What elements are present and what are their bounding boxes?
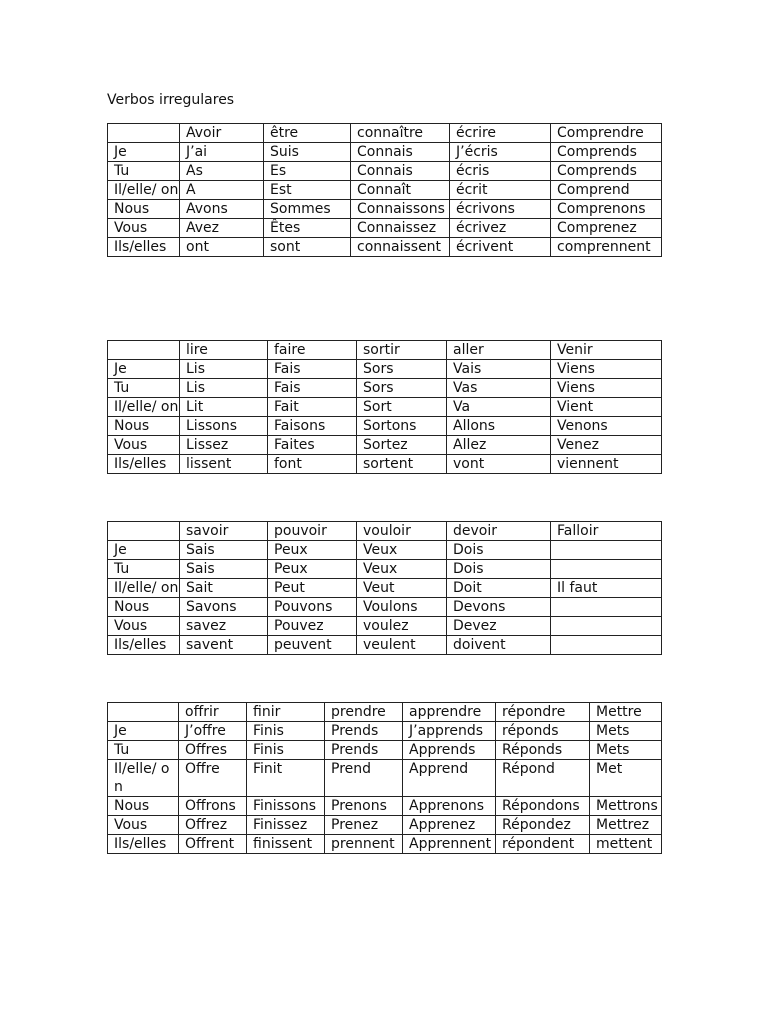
conjugation-cell: écrivons — [450, 200, 551, 219]
conjugation-cell: Finit — [247, 760, 325, 797]
conjugation-cell: Viens — [551, 360, 662, 379]
pronoun-cell: Nous — [108, 200, 180, 219]
conjugation-cell: Prends — [325, 741, 403, 760]
conjugation-cell: Lit — [180, 398, 268, 417]
pronoun-cell: Vous — [108, 219, 180, 238]
conjugation-cell: Comprends — [551, 162, 662, 181]
conjugation-cell: Mets — [590, 741, 662, 760]
table-row — [108, 181, 662, 200]
conjugation-cell: Réponds — [496, 741, 590, 760]
conjugation-cell: Sors — [357, 379, 447, 398]
table-row — [108, 741, 662, 760]
pronoun-cell: Ils/elles — [108, 455, 180, 474]
corner-cell — [108, 124, 180, 143]
verb-header-cell: finir — [247, 703, 325, 722]
conjugation-cell: sortent — [357, 455, 447, 474]
conjugation-cell: Offre — [179, 760, 247, 797]
pronoun-cell: Nous — [108, 598, 180, 617]
pronoun-cell: Je — [108, 541, 180, 560]
conjugation-cell: Êtes — [264, 219, 351, 238]
conjugation-cell: Offrez — [179, 816, 247, 835]
verb-header-cell: offrir — [179, 703, 247, 722]
conjugation-cell: Connaissez — [351, 219, 450, 238]
verb-header-cell: lire — [180, 341, 268, 360]
conjugation-cell: savez — [180, 617, 268, 636]
verb-header-cell: Mettre — [590, 703, 662, 722]
table-row — [108, 816, 662, 835]
table-row — [108, 560, 662, 579]
verb-header-cell: prendre — [325, 703, 403, 722]
conjugation-cell: Fais — [268, 379, 357, 398]
conjugation-cell: Allons — [447, 417, 551, 436]
conjugation-cell: veulent — [357, 636, 447, 655]
conjugation-cell: Apprend — [403, 760, 496, 797]
conjugation-cell: Connaît — [351, 181, 450, 200]
conjugation-cell: Es — [264, 162, 351, 181]
table-row — [108, 436, 662, 455]
pronoun-cell: Il/elle/ on — [108, 579, 180, 598]
verb-header-cell: Venir — [551, 341, 662, 360]
conjugation-cell: Peut — [268, 579, 357, 598]
conjugation-cell: Sors — [357, 360, 447, 379]
verb-header-cell: Comprendre — [551, 124, 662, 143]
conjugation-cell: voulez — [357, 617, 447, 636]
conjugation-cell: Sais — [180, 560, 268, 579]
conjugation-cell: Va — [447, 398, 551, 417]
pronoun-cell: Ils/elles — [108, 238, 180, 257]
pronoun-cell: Tu — [108, 741, 179, 760]
conjugation-cell: Apprenons — [403, 797, 496, 816]
conjugation-cell: Répondons — [496, 797, 590, 816]
table-row — [108, 541, 662, 560]
table-row — [108, 760, 662, 797]
conjugation-cell: Apprends — [403, 741, 496, 760]
pronoun-cell: Il/elle/ on — [108, 398, 180, 417]
pronoun-cell: Il/elle/ on — [108, 181, 180, 200]
conjugation-cell: écrivent — [450, 238, 551, 257]
conjugation-cell: Vient — [551, 398, 662, 417]
conjugation-cell: Faisons — [268, 417, 357, 436]
conjugation-cell: Comprenez — [551, 219, 662, 238]
conjugation-cell: Finissons — [247, 797, 325, 816]
pronoun-cell: Nous — [108, 797, 179, 816]
table-row — [108, 617, 662, 636]
header-row — [108, 124, 662, 143]
conjugation-cell: doivent — [447, 636, 551, 655]
conjugation-cell: Finis — [247, 722, 325, 741]
verb-header-cell: sortir — [357, 341, 447, 360]
conjugation-cell: Apprennent — [403, 835, 496, 854]
pronoun-cell: Tu — [108, 162, 180, 181]
conjugation-cell: Lissez — [180, 436, 268, 455]
verb-header-cell: devoir — [447, 522, 551, 541]
pronoun-cell: Tu — [108, 560, 180, 579]
conjugation-cell: Comprend — [551, 181, 662, 200]
conjugation-table — [107, 521, 662, 655]
conjugation-cell: Connais — [351, 143, 450, 162]
header-row — [108, 341, 662, 360]
conjugation-cell: A — [180, 181, 264, 200]
conjugation-cell: Est — [264, 181, 351, 200]
conjugation-cell: Il faut — [551, 579, 662, 598]
verb-header-cell: pouvoir — [268, 522, 357, 541]
conjugation-cell: Veux — [357, 541, 447, 560]
conjugation-cell: Lis — [180, 379, 268, 398]
conjugation-cell: Connaissons — [351, 200, 450, 219]
table-row — [108, 797, 662, 816]
conjugation-cell: écrit — [450, 181, 551, 200]
corner-cell — [108, 341, 180, 360]
verb-header-cell: écrire — [450, 124, 551, 143]
conjugation-cell: Met — [590, 760, 662, 797]
conjugation-cell: lissent — [180, 455, 268, 474]
table-row — [108, 835, 662, 854]
header-row — [108, 703, 662, 722]
conjugation-cell: Voulons — [357, 598, 447, 617]
header-row — [108, 522, 662, 541]
conjugation-cell: Vas — [447, 379, 551, 398]
conjugation-cell: Prenons — [325, 797, 403, 816]
conjugation-cell: Finis — [247, 741, 325, 760]
conjugation-cell: Veux — [357, 560, 447, 579]
pronoun-cell: Ils/elles — [108, 636, 180, 655]
conjugation-cell: Faites — [268, 436, 357, 455]
conjugation-cell — [551, 598, 662, 617]
conjugation-cell — [551, 617, 662, 636]
conjugation-cell: Savons — [180, 598, 268, 617]
conjugation-cell: Suis — [264, 143, 351, 162]
conjugation-cell: Devons — [447, 598, 551, 617]
table-row — [108, 379, 662, 398]
conjugation-cell: répondent — [496, 835, 590, 854]
pronoun-cell: Il/elle/ on — [108, 760, 179, 797]
conjugation-cell: Prenez — [325, 816, 403, 835]
conjugation-cell: Pouvons — [268, 598, 357, 617]
verb-header-cell: apprendre — [403, 703, 496, 722]
table-row — [108, 143, 662, 162]
conjugation-table — [107, 123, 662, 257]
conjugation-cell: J’écris — [450, 143, 551, 162]
page-title: Verbos irregulares — [107, 92, 235, 108]
verb-header-cell: répondre — [496, 703, 590, 722]
conjugation-cell: Prends — [325, 722, 403, 741]
conjugation-cell: peuvent — [268, 636, 357, 655]
conjugation-cell: Finissez — [247, 816, 325, 835]
pronoun-cell: Ils/elles — [108, 835, 179, 854]
table-row — [108, 636, 662, 655]
corner-cell — [108, 522, 180, 541]
conjugation-cell: Connais — [351, 162, 450, 181]
table-row — [108, 598, 662, 617]
conjugation-cell: ont — [180, 238, 264, 257]
conjugation-cell: Répondez — [496, 816, 590, 835]
conjugation-cell: Sommes — [264, 200, 351, 219]
conjugation-cell: réponds — [496, 722, 590, 741]
conjugation-cell: Prend — [325, 760, 403, 797]
pronoun-cell: Je — [108, 360, 180, 379]
conjugation-cell: finissent — [247, 835, 325, 854]
conjugation-cell: J’apprends — [403, 722, 496, 741]
conjugation-cell: Peux — [268, 560, 357, 579]
conjugation-cell: Sortez — [357, 436, 447, 455]
conjugation-cell: Vais — [447, 360, 551, 379]
verb-header-cell: Falloir — [551, 522, 662, 541]
conjugation-cell: Lissons — [180, 417, 268, 436]
pronoun-cell: Je — [108, 722, 179, 741]
table-row — [108, 417, 662, 436]
verb-header-cell: Avoir — [180, 124, 264, 143]
conjugation-cell — [551, 541, 662, 560]
conjugation-cell: Sortons — [357, 417, 447, 436]
table-row — [108, 455, 662, 474]
conjugation-cell: Avez — [180, 219, 264, 238]
conjugation-cell: Doit — [447, 579, 551, 598]
conjugation-cell: As — [180, 162, 264, 181]
table-row — [108, 162, 662, 181]
conjugation-cell: Mettrez — [590, 816, 662, 835]
conjugation-cell: connaissent — [351, 238, 450, 257]
conjugation-cell: écrivez — [450, 219, 551, 238]
conjugation-cell: Devez — [447, 617, 551, 636]
verb-header-cell: savoir — [180, 522, 268, 541]
conjugation-cell: sont — [264, 238, 351, 257]
verb-header-cell: être — [264, 124, 351, 143]
conjugation-table — [107, 702, 662, 854]
conjugation-cell: J’offre — [179, 722, 247, 741]
conjugation-cell: J’ai — [180, 143, 264, 162]
conjugation-cell: Venez — [551, 436, 662, 455]
verb-header-cell: connaître — [351, 124, 450, 143]
conjugation-cell: Offres — [179, 741, 247, 760]
conjugation-cell: Dois — [447, 541, 551, 560]
pronoun-cell: Nous — [108, 417, 180, 436]
conjugation-cell: Mettrons — [590, 797, 662, 816]
table-row — [108, 579, 662, 598]
pronoun-cell: Je — [108, 143, 180, 162]
table-row — [108, 722, 662, 741]
conjugation-cell: Sort — [357, 398, 447, 417]
conjugation-cell: Peux — [268, 541, 357, 560]
conjugation-cell: écris — [450, 162, 551, 181]
conjugation-cell: Fait — [268, 398, 357, 417]
conjugation-cell: viennent — [551, 455, 662, 474]
pronoun-cell: Vous — [108, 816, 179, 835]
conjugation-cell: prennent — [325, 835, 403, 854]
conjugation-cell: Fais — [268, 360, 357, 379]
table-row — [108, 238, 662, 257]
conjugation-cell — [551, 560, 662, 579]
conjugation-cell: savent — [180, 636, 268, 655]
conjugation-cell: Allez — [447, 436, 551, 455]
conjugation-cell: vont — [447, 455, 551, 474]
conjugation-cell: Veut — [357, 579, 447, 598]
conjugation-table — [107, 340, 662, 474]
conjugation-cell: Offrent — [179, 835, 247, 854]
conjugation-cell: Sais — [180, 541, 268, 560]
pronoun-cell: Vous — [108, 617, 180, 636]
conjugation-cell: comprennent — [551, 238, 662, 257]
conjugation-cell: Lis — [180, 360, 268, 379]
conjugation-cell: Venons — [551, 417, 662, 436]
corner-cell — [108, 703, 179, 722]
conjugation-cell: mettent — [590, 835, 662, 854]
verb-header-cell: faire — [268, 341, 357, 360]
conjugation-cell: Mets — [590, 722, 662, 741]
pronoun-cell: Vous — [108, 436, 180, 455]
conjugation-cell: Dois — [447, 560, 551, 579]
conjugation-cell: Viens — [551, 379, 662, 398]
conjugation-cell: Sait — [180, 579, 268, 598]
table-row — [108, 219, 662, 238]
conjugation-cell — [551, 636, 662, 655]
pronoun-cell: Tu — [108, 379, 180, 398]
conjugation-cell: Répond — [496, 760, 590, 797]
table-row — [108, 398, 662, 417]
verb-header-cell: vouloir — [357, 522, 447, 541]
conjugation-cell: font — [268, 455, 357, 474]
conjugation-cell: Offrons — [179, 797, 247, 816]
table-row — [108, 360, 662, 379]
conjugation-cell: Comprenons — [551, 200, 662, 219]
table-row — [108, 200, 662, 219]
conjugation-cell: Pouvez — [268, 617, 357, 636]
conjugation-cell: Apprenez — [403, 816, 496, 835]
conjugation-cell: Avons — [180, 200, 264, 219]
verb-header-cell: aller — [447, 341, 551, 360]
conjugation-cell: Comprends — [551, 143, 662, 162]
